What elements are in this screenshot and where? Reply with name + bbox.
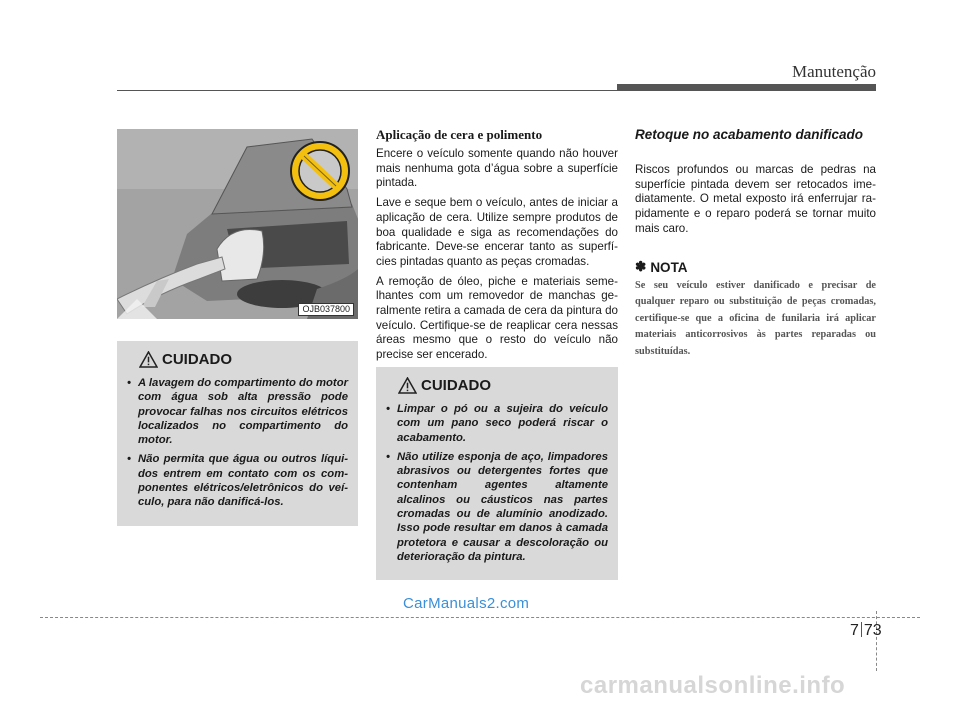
header-rule-bar	[617, 84, 876, 91]
caution-title: CUIDADO	[162, 351, 232, 368]
watermark-bottom: carmanualsonline.info	[580, 672, 846, 699]
paragraph: Lave e seque bem o veículo, antes de iniciar a aplicação de cera. Utilize sempre produtos de boa qualidade e siga as recomendações do fabricante. Deve-se encerar tanto as superfícies pintadas quanto as peças cromadas.	[376, 196, 618, 268]
footer-rule-vertical	[876, 611, 877, 671]
header-rule	[117, 90, 617, 91]
engine-wash-drawing	[117, 129, 358, 319]
paragraph: A remoção de óleo, piche e materiais semelhantes com um removedor de manchas geralmente retira a camada de cera da pintura do veículo. Certifique-se de reaplicar cera nessas áreas mesmo que o resto do veículo não precise ser encerado.	[376, 274, 618, 362]
caution-heading	[398, 377, 608, 394]
warning-triangle-icon	[398, 377, 417, 394]
caution-item: • A lavagem do compartimento do motor com água sob alta pressão pode provocar falhas nos circuitos elétricos localizados no compartimento do motor.	[127, 377, 348, 447]
paragraph: Encere o veículo somente quando não houver mais nenhuma gota d’água sobre a superfície pintada.	[376, 147, 618, 190]
caution-item: • Limpar o pó ou a sujeira do veículo com um pano seco poderá riscar o acabamento.	[386, 403, 608, 444]
wax-body	[376, 147, 618, 368]
caution-item: • Não utilize esponja de aço, limpadores abrasivos ou detergentes fortes que contenham agentes altamente alcalinos ou cáusticos nas partes cromadas ou de alumínio anodizado. Isso pode resultar em danos à camada protetora e causar a descoloração ou deterioração da pintura.	[386, 450, 608, 563]
caution-heading	[139, 351, 348, 368]
page-number	[850, 622, 882, 640]
caution-box-left	[117, 341, 358, 526]
section-heading-wax: Aplicação de cera e polimento	[376, 127, 543, 142]
page-number-value: 73	[863, 622, 882, 639]
warning-triangle-icon	[139, 351, 158, 368]
asterisk-icon: ✽	[635, 259, 647, 274]
section-heading-retoque: Retoque no acabamento danificado	[635, 127, 864, 142]
chapter-number: 7	[850, 622, 859, 639]
watermark-top: CarManuals2.com	[403, 595, 530, 612]
retoque-body	[635, 163, 876, 242]
page-header-title: Manutenção	[791, 62, 876, 81]
caution-box-middle	[376, 367, 618, 580]
nota-heading	[635, 259, 688, 275]
paragraph: Riscos profundos ou marcas de pedras na superfície pintada devem ser retocados imediatamente. O metal exposto irá enferrujar rapidamente e o reparo poderá se tornar muito mais caro.	[635, 163, 876, 235]
nota-title: NOTA	[650, 259, 688, 275]
caution-item: • Não permita que água ou outros líquidos entrem em contato com os componentes elétricos/eletrônicos do veículo, para não danificá-los.	[127, 453, 348, 509]
nota-text: Se seu veículo estiver danificado e precisar de qualquer reparo ou substituição de peças cromadas, certifique-se que a oficina de funilaria irá aplicar materiais anticorrosivos às partes reparadas ou substituídas.	[635, 280, 876, 357]
footer-rule	[40, 617, 920, 618]
caution-title: CUIDADO	[421, 377, 491, 394]
engine-wash-illustration	[117, 129, 358, 319]
photo-code: OJB037800	[298, 303, 354, 316]
